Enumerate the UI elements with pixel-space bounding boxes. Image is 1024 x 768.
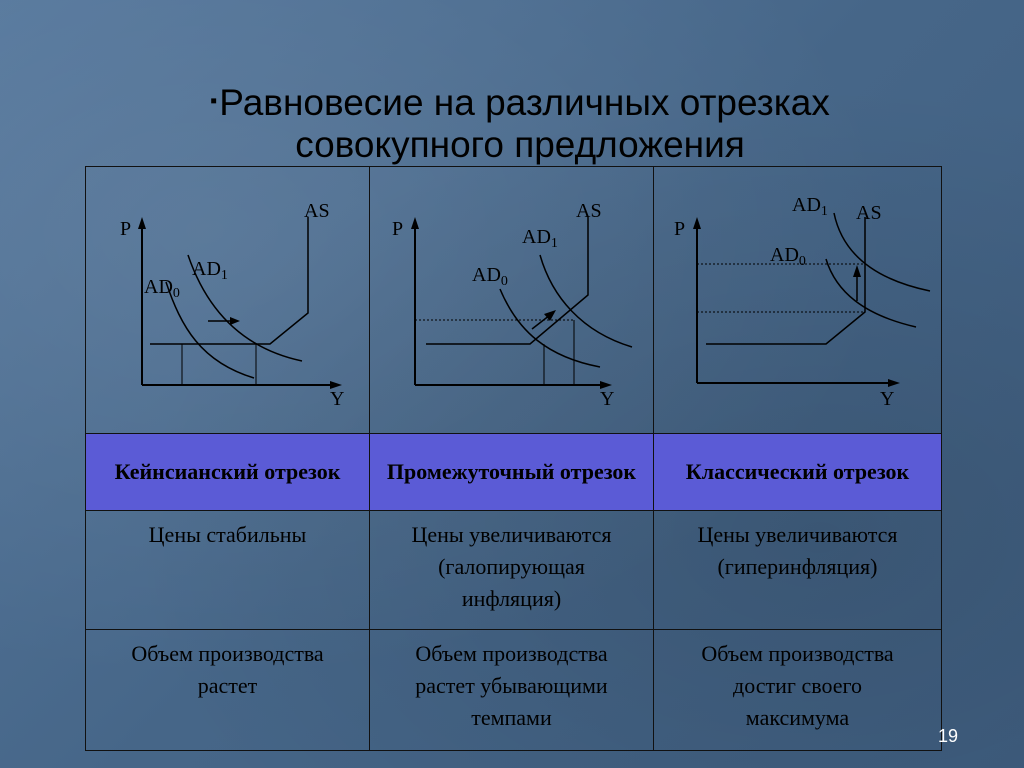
classical-graph xyxy=(654,167,940,431)
header-intermediate: Промежуточный отрезок xyxy=(370,434,654,511)
ad1-label: $AD_1$ xyxy=(522,226,558,251)
output-axis-arrow-icon xyxy=(888,379,900,387)
cell-line: Цены стабильны xyxy=(148,522,307,547)
ad0-label: $AD_0$ xyxy=(472,264,508,289)
header-row xyxy=(86,434,942,511)
output-keynesian xyxy=(86,630,370,751)
shift-arrow-icon xyxy=(544,310,556,321)
prices-row xyxy=(86,511,942,630)
ad1-curve xyxy=(540,255,632,347)
header-classical: Классический отрезок xyxy=(654,434,942,511)
page-number: 19 xyxy=(938,726,959,746)
output-row xyxy=(86,630,942,751)
shift-arrow-icon xyxy=(853,265,861,277)
cell-line: темпами xyxy=(471,705,552,730)
cell-line: инфляция) xyxy=(461,586,562,611)
cell-line: (гиперинфляция) xyxy=(717,554,878,579)
cell-line: Цены увеличиваются xyxy=(697,522,898,547)
ad0-curve xyxy=(826,259,916,327)
cell-line: Объем производства xyxy=(415,641,608,666)
shift-arrow-icon xyxy=(230,317,240,325)
ad1-label: $AD_1$ xyxy=(792,194,828,219)
as-label: AS xyxy=(576,200,602,222)
graph-cell-intermediate xyxy=(370,167,654,434)
intermediate-graph xyxy=(370,167,652,431)
prices-intermediate xyxy=(370,511,654,630)
ad1-label: $AD_1$ xyxy=(192,258,228,283)
output-classical xyxy=(654,630,942,751)
output-intermediate xyxy=(370,630,654,751)
graphs-row xyxy=(86,167,942,434)
ad0-label: $AD_0$ xyxy=(144,276,180,301)
y-axis-label: Y xyxy=(880,388,895,410)
keynesian-graph xyxy=(86,167,368,431)
cell-line: растет убывающими xyxy=(415,673,608,698)
cell-line: Объем производства xyxy=(131,641,324,666)
as-label: AS xyxy=(856,202,882,224)
price-axis-arrow-icon xyxy=(693,217,701,229)
prices-keynesian xyxy=(86,511,370,630)
y-axis-label: Y xyxy=(600,388,615,410)
p-axis-label: P xyxy=(120,218,132,240)
graph-cell-classical xyxy=(654,167,942,434)
cell-line: Объем производства xyxy=(701,641,894,666)
cell-line: растет xyxy=(197,673,258,698)
header-keynesian: Кейнсианский отрезок xyxy=(86,434,370,511)
price-axis-arrow-icon xyxy=(138,217,146,229)
p-axis-label: P xyxy=(674,218,686,240)
segments-table xyxy=(85,166,942,751)
price-axis-arrow-icon xyxy=(411,217,419,229)
y-axis-label: Y xyxy=(330,388,345,410)
title-line-1: Равновесие на различных отрезках xyxy=(219,82,830,123)
as-label: AS xyxy=(304,200,330,222)
cell-line: (галопирующая xyxy=(438,554,585,579)
ad0-label: $AD_0$ xyxy=(770,244,806,269)
p-axis-label: P xyxy=(392,218,404,240)
ad1-curve xyxy=(834,213,930,291)
cell-line: достиг своего xyxy=(733,673,862,698)
graph-cell-keynesian xyxy=(86,167,370,434)
bullet-icon: ▪ xyxy=(210,90,218,112)
as-curve xyxy=(150,217,308,344)
prices-classical xyxy=(654,511,942,630)
as-curve xyxy=(706,217,865,344)
cell-line: Цены увеличиваются xyxy=(411,522,612,547)
title-line-2: совокупного предложения xyxy=(295,124,745,165)
slide-title xyxy=(150,80,890,166)
cell-line: максимума xyxy=(745,705,850,730)
